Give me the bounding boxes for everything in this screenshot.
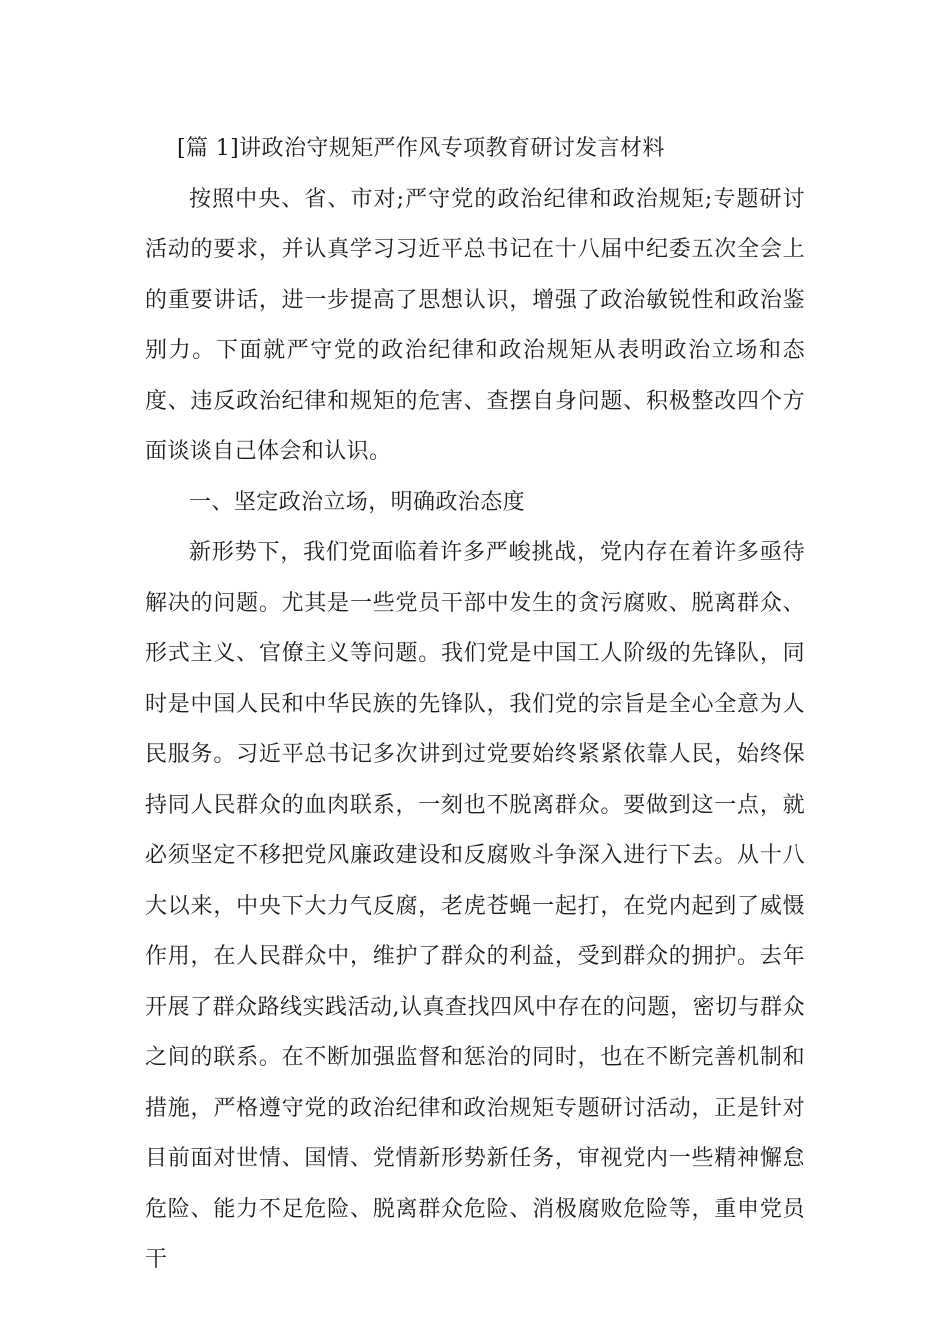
paragraph-section-1: 新形势下，我们党面临着许多严峻挑战，党内存在着许多亟待解决的问题。尤其是一些党员干部中发生的贪污腐败、脱离群众、形式主义、官僚主义等问题。我们党是中国工人阶级的先锋队，同时是中国人民和中华民族的先锋队，我们党的宗旨是全心全意为人民服务。习近平总书记多次讲到过党要始终紧紧依靠人民，始终保持同人民群众的血肉联系，一刻也不脱离群众。要做到这一点，就必须坚定不移把党风廉政建设和反腐败斗争深入进行下去。从十八大以来，中央下大力气反腐，老虎苍蝇一起打，在党内起到了威慑作用，在人民群众中，维护了群众的利益，受到群众的拥护。去年开展了群众路线实践活动,认真查找四风中存在的问题，密切与群众之间的联系。在不断加强监督和惩治的同时，也在不断完善机制和措施，严格遵守党的政治纪律和政治规矩专题研讨活动，正是针对目前面对世情、国情、党情新形势新任务，审视党内一些精神懈怠危险、能力不足危险、脱离群众危险、消极腐败危险等，重申党员干 [145,540,805,1272]
document-title: [篇 1]讲政治守规矩严作风专项教育研讨发言材料 [177,136,665,161]
document-body [145,124,805,1286]
section-heading-1: 一、坚定政治立场，明确政治态度 [189,489,526,515]
paragraph-intro: 按照中央、省、市对;严守党的政治纪律和政治规矩;专题研讨活动的要求，并认真学习习近平总书记在十八届中纪委五次全会上的重要讲话，进一步提高了思想认识，增强了政治敏锐性和政治鉴别力。下面就严守党的政治纪律和政治规矩从表明政治立场和态度、违反政治纪律和规矩的危害、查摆自身问题、积极整改四个方面谈谈自己体会和认识。 [145,186,805,464]
